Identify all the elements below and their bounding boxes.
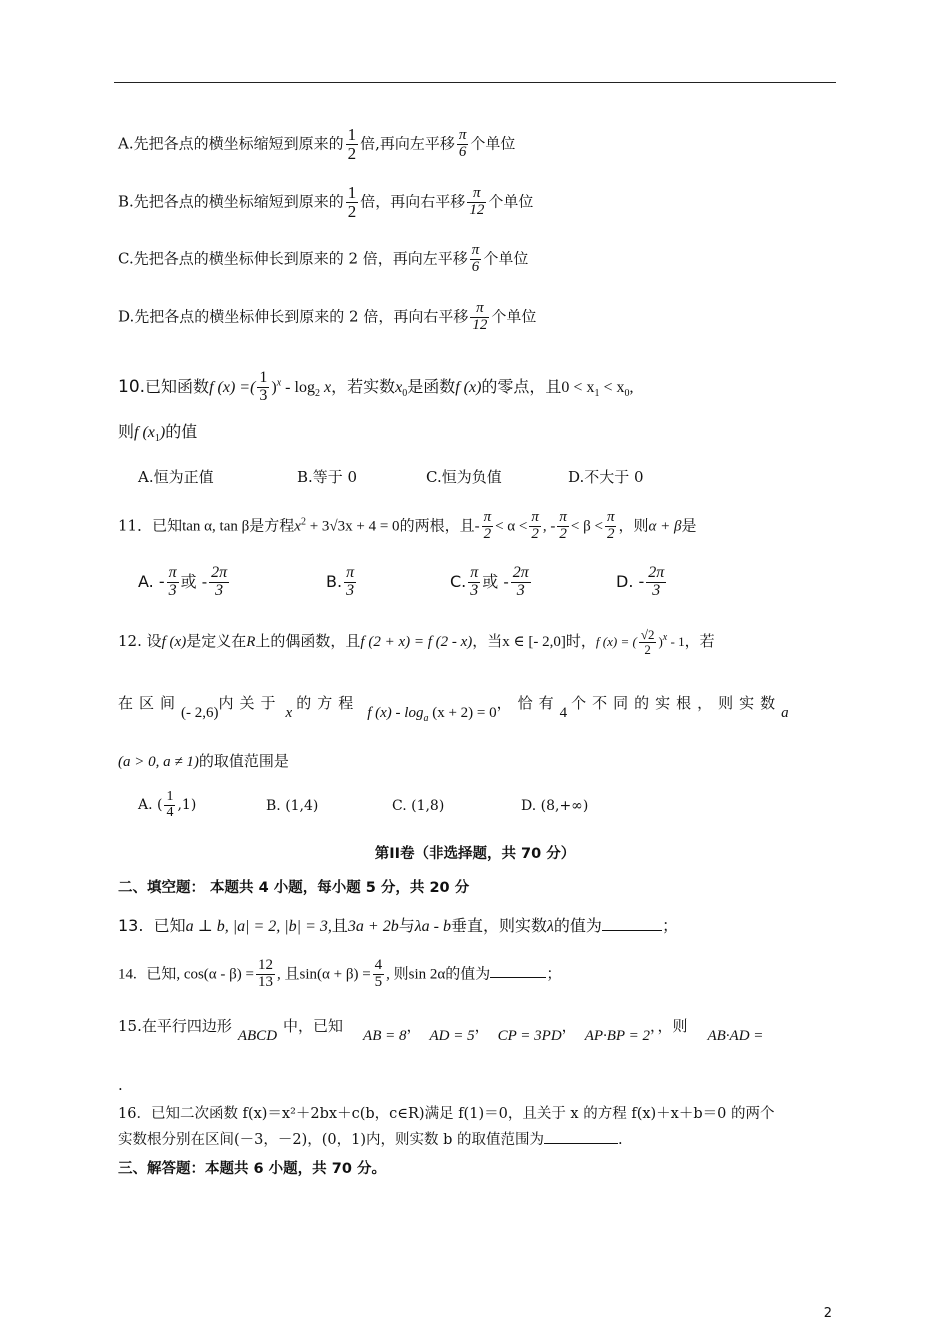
q12-option-d: D. (8,+∞) <box>521 798 589 814</box>
q12-option-b: B. (1,4) <box>266 798 319 814</box>
q9-option-a <box>118 126 515 163</box>
q13-stem: 13. 已知a ⊥ b, |a| = 2, |b| = 3,且3a + 2b与λa - b垂直，则实数λ的值为 ； <box>118 916 678 935</box>
fraction: $\frac{\pi}{3}$ <box>168 564 177 599</box>
q10-option-d: D.不大于 0 <box>568 468 644 486</box>
fraction: $\frac{1}{2}$ <box>347 125 357 163</box>
q9-option-b <box>118 184 533 221</box>
q9-b-text: B.先把各点的横坐标缩短到原来的 <box>118 192 344 211</box>
q9-option-c <box>118 243 528 276</box>
header-rule <box>114 82 836 83</box>
fraction: $\frac{\pi}{3}$ <box>470 564 479 599</box>
q10-stem-line2: 则f $(x_1)$的值 <box>118 422 198 445</box>
section-ii-title: 第II卷（非选择题，共 70 分） <box>374 846 576 862</box>
fraction: $\frac{\pi}{2}$ <box>483 509 492 542</box>
fraction: $\frac{\pi}{3}$ <box>346 564 355 599</box>
q13-number: 13. <box>118 916 144 935</box>
q9-c-text: C.先把各点的横坐标伸长到原来的 2 倍，再向左平移 <box>118 249 468 268</box>
fraction: $\frac{\pi}{2}$ <box>559 509 567 542</box>
fraction: $\frac{12}{13}$ <box>258 957 273 990</box>
q10-number: 10. <box>118 376 146 397</box>
q12-option-a: A. ( $\frac{1}{4}$ ,1) <box>138 789 197 820</box>
q10-stem: 10.已知函数f (x) =( $\frac{1}{3}$ )$^x - \log_2 x$，若实数$x_0$是函数f (x)的零点，且$0 < x_1 < x_0$, <box>118 369 634 404</box>
fraction: $\frac{\pi}{2}$ <box>606 509 615 542</box>
q12-stem: 12. 设f (x)是定义在R上的偶函数，且f (2 + x) = f (2 - x)，当x ∈ [- 2,0]时，f (x) = ( $\frac{√2}{2}$ )$^x$ - 1，若 <box>118 626 715 657</box>
q10-option-a: A.恒为正值 <box>138 468 214 486</box>
fraction: $\frac{2\pi}{3}$ <box>512 564 529 599</box>
q10-func: f (x) =( <box>209 378 256 396</box>
q16-stem-line2: 实数根分别在区间(－3，－2)，(0，1)内，则实数 b 的取值范围为 . <box>118 1132 623 1148</box>
fraction: $\frac{2\pi}{3}$ <box>648 564 665 599</box>
q12-equation: f $(x) - \log_a (x + 2) = 0$ <box>367 705 497 724</box>
fraction: $\frac{1}{4}$ <box>166 789 174 820</box>
q9-a-post: 个单位 <box>470 134 516 153</box>
q10-option-b: B.等于 0 <box>297 468 358 486</box>
q14-number: 14. <box>118 966 137 983</box>
q11-option-c: C. $\frac{\pi}{3}$ 或 - $\frac{2\pi}{3}$ <box>450 564 529 599</box>
q9-a-mid: 倍,再向左平移 <box>360 134 455 153</box>
fraction: $\frac{1}{2}$ <box>347 183 357 221</box>
fraction: $\frac{\pi}{6}$ <box>458 127 467 160</box>
q9-d-post: 个单位 <box>491 307 537 326</box>
q9-b-post: 个单位 <box>488 192 534 211</box>
fraction: $\frac{\pi}{6}$ <box>471 242 480 275</box>
q9-option-d <box>118 301 536 334</box>
q16-stem: 16．已知二次函数 f(x)＝x²＋2bx＋c(b，c∈R)满足 f(1)＝0，且关于 x 的方程 f(x)＋x＋b＝0 的两个 <box>118 1106 775 1122</box>
q15-stem: 15.在平行四边形ABCD中，已知AB = 8，AD = 5，CP = 3PD，AP·BP = 2，，则AB·AD = <box>118 1017 764 1044</box>
q12-stem-line2: 在区间(- 2,6)内关于x的方程f $(x) - \log_a (x + 2) = 0$，恰有4个不同的实根，则实数a <box>118 694 789 724</box>
q11-option-a: A. - $\frac{\pi}{3}$ 或 - $\frac{2\pi}{3}$ <box>138 564 228 599</box>
q11-stem: 11．已知tan α, tan β是方程$x^2 + 3√3x + 4 = 0$的两根，且- $\frac{\pi}{2}$ < α < $\frac{\pi}{2}$ , - $\frac{\pi}{2}$ < β < $\frac{\pi}{2}$ ，则α + β是 <box>118 509 697 542</box>
q9-c-post: 个单位 <box>483 249 529 268</box>
fraction: $\frac{√2}{2}$ <box>640 626 655 657</box>
q16-answer-blank[interactable] <box>544 1143 618 1144</box>
fraction: $\frac{\pi}{2}$ <box>531 509 539 542</box>
q12-stem-line3: (a > 0, a ≠ 1)的取值范围是 <box>118 752 289 770</box>
q9-d-text: D.先把各点的横坐标伸长到原来的 2 倍，再向右平移 <box>118 307 469 326</box>
part-three-heading: 三、解答题：本题共 6 小题，共 70 分。 <box>118 1161 386 1177</box>
fraction: $\frac{4}{5}$ <box>374 957 383 990</box>
part-two-heading: 二、填空题： 本题共 4 小题，每小题 5 分，共 20 分 <box>118 880 470 896</box>
page-number: 2 <box>823 1306 832 1321</box>
q14-stem: 14. 已知, cos(α - β) = $\frac{12}{13}$ , 且sin(α + β) = $\frac{4}{5}$ , 则sin 2α的值为 ； <box>118 957 562 990</box>
fraction: $\frac{\pi}{12}$ <box>469 185 485 218</box>
q13-answer-blank[interactable] <box>602 930 662 931</box>
q11-option-d: D. - $\frac{2\pi}{3}$ <box>616 564 665 599</box>
q15-end: . <box>118 1076 123 1094</box>
q9-b-mid: 倍，再向右平移 <box>360 192 466 211</box>
fraction: $\frac{\pi}{12}$ <box>472 300 488 333</box>
q10-option-c: C.恒为负值 <box>426 468 502 486</box>
fraction: $\frac{2\pi}{3}$ <box>211 564 228 599</box>
q11-option-b: B. $\frac{\pi}{3}$ <box>326 564 355 599</box>
fraction: $\frac{1}{3}$ <box>259 369 268 404</box>
q9-a-text: A.先把各点的横坐标缩短到原来的 <box>118 134 344 153</box>
q12-option-c: C. (1,8) <box>392 798 445 814</box>
q14-answer-blank[interactable] <box>490 977 546 978</box>
